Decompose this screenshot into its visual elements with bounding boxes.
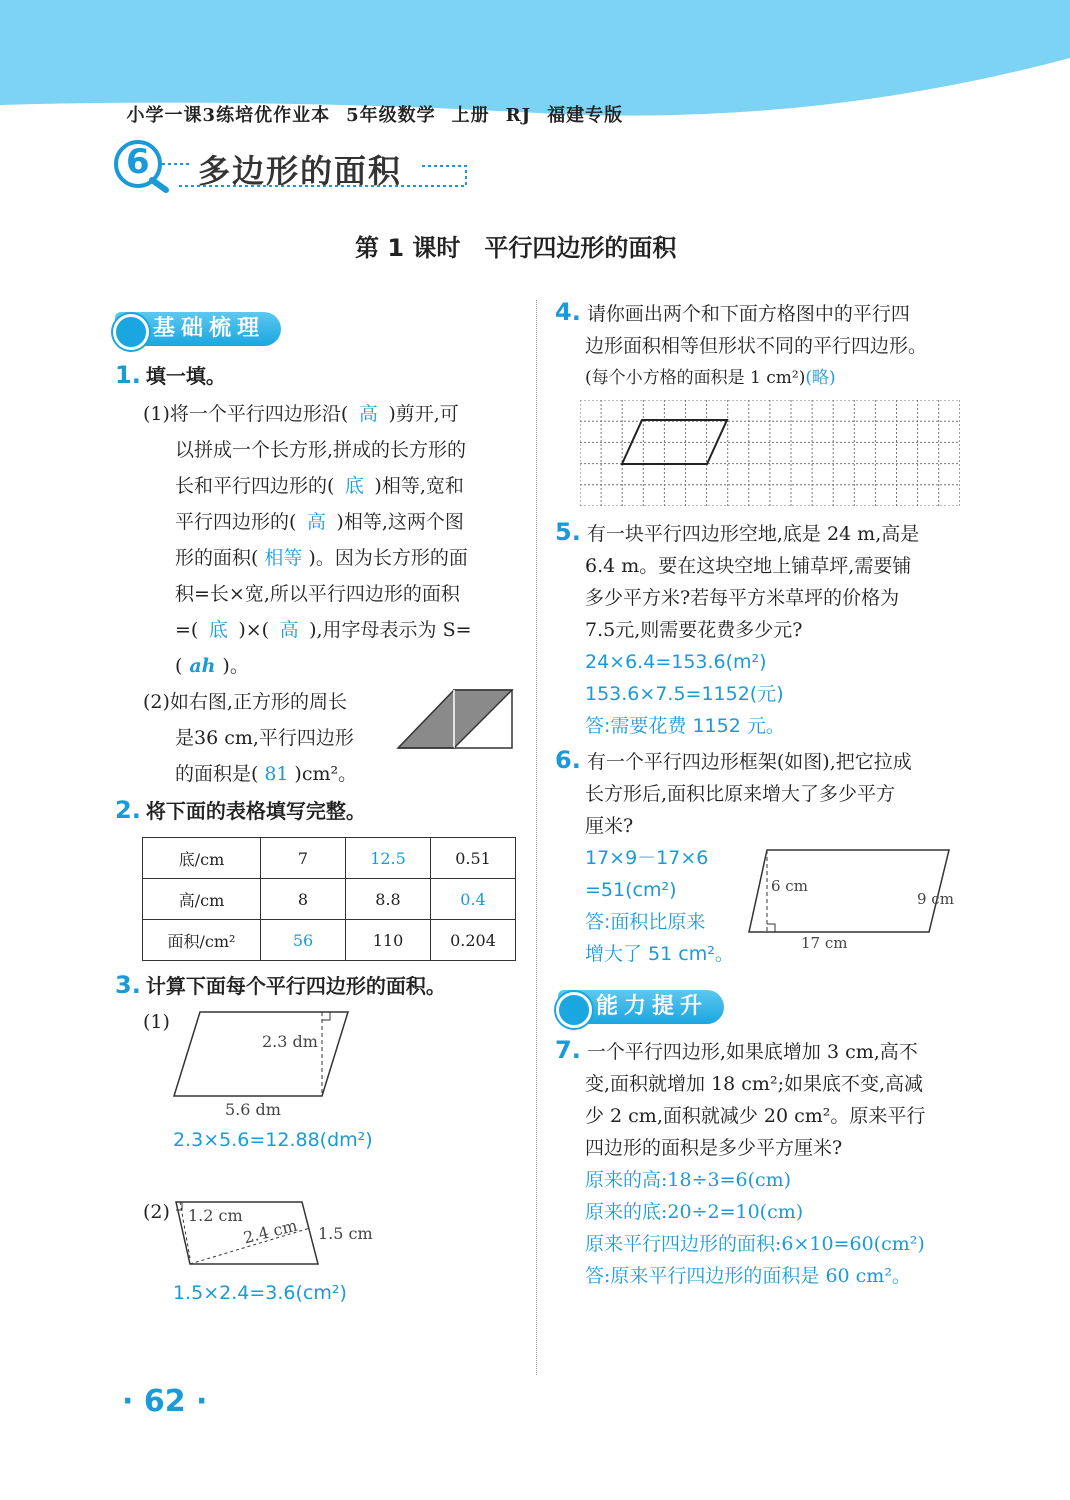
q4-number: 4. <box>555 298 581 326</box>
q3-title: 计算下面每个平行四边形的面积。 <box>145 974 446 998</box>
book-region: 福建专版 <box>547 105 624 126</box>
q1-part1: (1)将一个平行四边形沿( 高 )剪开,可 以拼成一个长方形,拼成的长方形的 长和平行四边形的( 底 )相等,宽和 平行四边形的( 高 )相等,这两个图 形的面积( 相等 )。因为长方形的面 积=长×宽,所以平行四边形的面积 =( 底 )×( 高 ),用字母表示为 S= ( ah )。 <box>143 396 472 684</box>
q4: 4. 请你画出两个和下面方格图中的平行四 边形面积相等但形状不同的平行四边形。 (每个小方格的面积是 1 cm²)(略) <box>555 298 928 388</box>
section-advanced-label: 能力提升 <box>558 990 724 1024</box>
q3 <box>115 970 446 999</box>
answer-length: 底 <box>344 475 364 497</box>
section-basic <box>115 312 281 346</box>
clock-icon <box>556 992 592 1028</box>
q5-answer-3: 答:需要花费 1152 元。 <box>585 715 785 737</box>
chapter-title: 多边形的面积 <box>198 152 403 190</box>
q1-number: 1. <box>115 361 141 389</box>
fig-side-label: 9 cm <box>917 890 954 908</box>
q2-title: 将下面的表格填写完整。 <box>145 799 366 823</box>
book-grade: 5年级数学 <box>346 105 436 126</box>
fig1-height-label: 2.3 dm <box>262 1032 318 1051</box>
fig2-side2-label: 2.4 cm <box>241 1215 300 1248</box>
fig2-side3-label: 1.5 cm <box>318 1224 373 1243</box>
q6-answer-1: 17×9－17×6 <box>585 847 709 869</box>
column-divider <box>536 300 537 1375</box>
q7-answer-1: 原来的高:18÷3=6(cm) <box>585 1169 792 1191</box>
q6-number: 6. <box>555 746 581 774</box>
answer-width: 高 <box>306 511 326 533</box>
q6: 6. 有一个平行四边形框架(如图),把它拉成 长方形后,面积比原来增大了多少平方 厘米? 17×9－17×6 =51(cm²) 答:面积比原来 增大了 51 cm²。 <box>555 744 912 970</box>
section-advanced <box>558 990 724 1024</box>
grid-figure <box>580 400 960 506</box>
q3-part2-label: (2) <box>143 1201 170 1223</box>
q1-part2: (2)如右图,正方形的周长 是36 cm,平行四边形 的面积是( 81 )cm²。 <box>143 684 357 792</box>
q1 <box>115 360 226 389</box>
table-row: 底/cm 7 12.5 0.51 <box>143 838 516 879</box>
parallelogram-table <box>142 837 516 961</box>
table-row: 面积/cm² 56 110 0.204 <box>143 920 516 961</box>
q5-number: 5. <box>555 518 581 546</box>
fig-height-label: 6 cm <box>771 877 808 895</box>
chapter-number: 6 <box>126 142 150 182</box>
book-series: 小学一课3练培优作业本 <box>126 105 331 126</box>
q3-number: 3. <box>115 971 141 999</box>
answer-area: 81 <box>264 763 289 785</box>
q7-number: 7. <box>555 1036 581 1064</box>
q3-answer-1: 2.3×5.6=12.88(dm²) <box>173 1129 373 1151</box>
chapter-heading <box>110 138 470 194</box>
q7-answer-4: 答:原来平行四边形的面积是 60 cm²。 <box>585 1265 911 1287</box>
clock-icon <box>113 314 149 350</box>
answer-equal: 相等 <box>264 547 303 569</box>
fig-base-label: 17 cm <box>801 934 848 952</box>
parallelogram-figure-1 <box>170 1008 360 1100</box>
answer-height: 高 <box>279 619 299 641</box>
q5-answer-2: 153.6×7.5=1152(元) <box>585 683 784 705</box>
q5: 5. 有一块平行四边形空地,底是 24 m,高是 6.4 m。要在这块空地上铺草坪,需要铺 多少平方米?若每平方米草坪的价格为 7.5元,则需要花费多少元? 24×6.4=153.6(m²) 153.6×7.5=1152(元) 答:需要花费 1152 元。 <box>555 516 919 742</box>
fig2-side1-label: 1.2 cm <box>188 1206 243 1225</box>
q7-answer-2: 原来的底:20÷2=10(cm) <box>585 1201 804 1223</box>
q5-answer-1: 24×6.4=153.6(m²) <box>585 651 767 673</box>
page-number: · 62 · <box>122 1384 208 1419</box>
q6-answer-3: 答:面积比原来 <box>585 911 706 933</box>
q1-title: 填一填。 <box>145 364 226 388</box>
q3-part1-label: (1) <box>143 1011 170 1033</box>
q2-number: 2. <box>115 796 141 824</box>
book-volume: 上册 <box>451 105 490 126</box>
fig1-base-label: 5.6 dm <box>225 1100 281 1119</box>
answer-formula: ah <box>189 655 216 677</box>
book-edition: RJ <box>505 105 532 126</box>
q6-answer-4: 增大了 51 cm²。 <box>585 943 734 965</box>
section-basic-label: 基础梳理 <box>115 312 281 346</box>
q3-answer-2: 1.5×2.4=3.6(cm²) <box>173 1282 347 1304</box>
square-parallelogram-figure <box>396 688 516 750</box>
q7-answer-3: 原来平行四边形的面积:6×10=60(cm²) <box>585 1233 925 1255</box>
q7: 7. 一个平行四边形,如果底增加 3 cm,高不 变,面积就增加 18 cm²;如果底不变,高减 少 2 cm,面积就减少 20 cm²。原来平行 四边形的面积是多少平方厘米? 原来的高:18÷3=6(cm) 原来的底:20÷2=10(cm) 原来平行四边形的面积:6×10=60(cm²) 答:原来平行四边形的面积是 60 cm²。 <box>555 1034 925 1292</box>
table-row: 高/cm 8 8.8 0.4 <box>143 879 516 920</box>
answer-base: 底 <box>208 619 228 641</box>
q4-answer: (略) <box>805 368 836 388</box>
answer-cut-line: 高 <box>358 403 378 425</box>
q6-answer-2: =51(cm²) <box>585 879 677 901</box>
lesson-title: 第 1 课时 平行四边形的面积 <box>355 234 677 262</box>
book-header <box>112 80 639 127</box>
q2 <box>115 795 366 824</box>
